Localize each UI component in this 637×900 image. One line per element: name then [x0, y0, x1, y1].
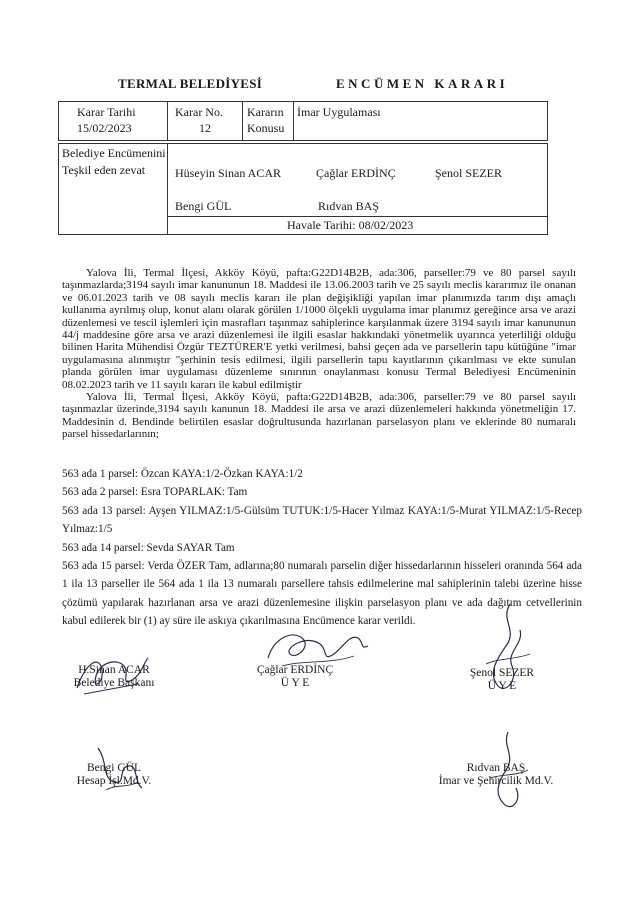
parcel-entry: 563 ada 2 parsel: Esra TOPARLAK: Tam	[62, 486, 248, 499]
signatory-name: H.Sinan ACAR	[78, 664, 150, 676]
signature-block-bas	[416, 762, 576, 788]
signatory-name: Şenol SEZER	[469, 667, 535, 679]
decision-date-value: 15/02/2023	[77, 121, 132, 135]
council-member: Bengi GÜL	[175, 199, 232, 213]
signatory-name: Bengi GÜL	[87, 762, 141, 774]
signature-block-erdinc	[240, 664, 350, 690]
signatory-title: Ü Y E	[280, 677, 310, 689]
council-member: Rıdvan BAŞ	[318, 199, 380, 213]
referral-date: Havale Tarihi: 08/02/2023	[287, 218, 414, 232]
divider	[167, 143, 168, 234]
council-member: Şenol SEZER	[435, 166, 503, 180]
council-label: Belediye Encümenini	[62, 146, 166, 160]
signature-block-sezer	[452, 667, 552, 693]
decision-number-value: 12	[199, 121, 211, 135]
signatory-title: Hesap İşl.Md.V.	[76, 775, 152, 787]
decision-number-label: Karar No.	[175, 105, 223, 119]
divider	[293, 101, 294, 140]
decision-date-label: Karar Tarihi	[77, 105, 136, 119]
signatory-title: Ü Y E	[487, 680, 517, 692]
parcel-entry: 563 ada 1 parsel: Özcan KAYA:1/2-Özkan KAYA:1/2	[62, 468, 303, 480]
parcel-entry: 563 ada 13 parsel: Ayşen YILMAZ:1/5-Gülsüm TUTUK:1/5-Hacer Yılmaz KAYA:1/5-Murat YILMAZ:1/5-Recep Yılmaz:1/5	[62, 504, 582, 536]
signatory-title: Belediye Başkanı	[73, 677, 155, 689]
divider	[167, 101, 168, 140]
decision-body	[62, 267, 576, 441]
paragraph: Yalova İli, Termal İlçesi, Akköy Köyü, pafta:G22D14B2B, ada:306, parseller:79 ve 80 parsel sayılı taşınmazlar üzerinde,3194 sayılı kanunun 18. Maddesi ile arsa ve arazi düzenlemeleri hakkında yönetmeliğin 17. Maddesinin d. Bendinde belirtilen esaslar doğrultusunda hazırlanan parselasyon planı ve eklerinde 80 numaralı parsel hissedarlarının;	[62, 391, 576, 441]
municipality-title: TERMAL BELEDİYESİ	[118, 76, 263, 91]
council-member: Çağlar ERDİNÇ	[316, 166, 396, 180]
decision-subject-label: Kararın	[247, 105, 284, 119]
signatory-title: İmar ve Şehircilik Md.V.	[438, 775, 554, 787]
decision-subject-label-2: Konusu	[247, 121, 285, 135]
document-type-title: ENCÜMEN KARARI	[336, 76, 509, 91]
signature-block-gul	[54, 762, 174, 788]
divider	[242, 101, 243, 140]
signatory-name: Rıdvan BAŞ	[466, 762, 526, 774]
signature-block-acar	[54, 664, 174, 690]
decision-subject-value: İmar Uygulaması	[297, 105, 381, 119]
signatory-name: Çağlar ERDİNÇ	[256, 664, 334, 676]
parcel-entry: 563 ada 14 parsel: Sevda SAYAR Tam	[62, 541, 235, 554]
divider	[167, 216, 547, 217]
parcel-entry: 563 ada 15 parsel: Verda ÖZER Tam, adlarına;80 numaralı parselin diğer hissedarlarının hisseleri oranında 564 ada 1 ila 13 parseller ile 564 ada 1 ila 13 numaralı parsellere tahsis edilmelerine mal sahiplerinin talebi üzerine hisse çözümü yapılarak hazırlanan arsa ve arazi düzenlemesine ilişkin parselasyon planı ve ada dağıtım cetvellerinin kabul edilerek bir (1) ay süre ile askıya çıkarılmasına Encümence karar verildi.	[62, 560, 582, 628]
council-label-2: Teşkil eden zevat	[62, 163, 146, 177]
council-member: Hüseyin Sinan ACAR	[175, 166, 282, 180]
paragraph: Yalova İli, Termal İlçesi, Akköy Köyü, pafta:G22D14B2B, ada:306, parseller:79 ve 80 parsel sayılı taşınmazlarda;3194 sayılı imar kanununun 18. Maddesi ile 13.06.2003 tarih ve 25 sayılı meclis kararımız ile onanan ve 06.01.2023 tarih ve 08 sayılı meclis kararı ile plan değişikliği yapılan imar planımızda tarım dışı amaçlı kullanıma ayrılmış olup, konut alanı olarak görülen 1/1000 ölçekli uygulama imar planımız gereğince arsa ve arazi düzenlemesi ve tescil işlemleri için masrafları taşınmaz sahiplerince karşılanmak üzere 3194 sayılı imar kanununun 44/j maddesine göre arsa ve arazi düzenlemesi ile ilgili esaslar hakkındaki yönetmelik uyarınca yeterliliği olduğu bilinen Harita Mühendisi Özgür TEZTÜRER'E yetki verilmesi, bahsi geçen ada ve parsellerin tapu kütüğüne "imar uygulamasına alınmıştır "şerhinin tesis edilmesi, ilgili parsellerin tapu kayıtlarının çıkarılması ve ekte sunulan planda görülen imar uygulaması düzenleme sınırının onaylanması konusu Termal Belediyesi Encümeninin 08.02.2023 tarih ve 11 sayılı kararı ile kabul edilmiştir	[62, 267, 576, 391]
